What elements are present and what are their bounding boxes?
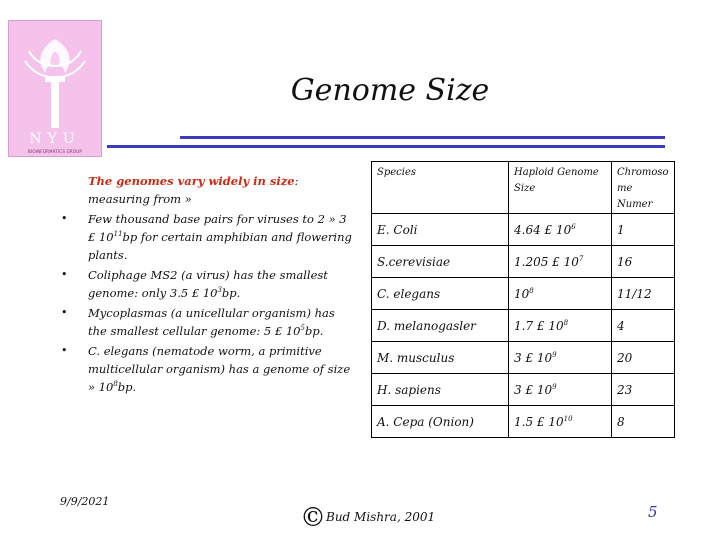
size-exponent: 9 (552, 382, 557, 391)
size-exponent: 10 (563, 414, 573, 423)
logo-caption: BIOINFORMATICS GROUP (28, 149, 82, 154)
species-cell: D. melanogasler (372, 310, 509, 342)
size-base: 1.205 £ 10 (514, 254, 579, 269)
table-row (372, 406, 675, 438)
slide-title: Genome Size (290, 73, 490, 108)
chromosome-cell: 23 (612, 374, 675, 406)
species-cell: E. Coli (372, 214, 509, 246)
chromosome-cell: 4 (612, 310, 675, 342)
bullet-text: C. elegans (88, 344, 149, 358)
size-base: 3 £ 10 (514, 382, 553, 397)
chromosome-cell: 8 (612, 406, 675, 438)
size-exponent: 8 (529, 286, 534, 295)
species-cell: C. elegans (372, 278, 509, 310)
size-exponent: 8 (563, 318, 569, 327)
title-rule-upper (180, 136, 665, 139)
genome-size-table (371, 161, 675, 438)
title-rule-lower (107, 145, 665, 148)
bullet-text: Coliphage MS2 (a virus) has the smallest genome: only 3.5 £ 10 (88, 268, 328, 300)
chromosome-cell: 16 (612, 246, 675, 278)
slide-title-wrap (0, 73, 720, 108)
size-exponent: 7 (578, 254, 584, 263)
bullet-text: Few thousand base pairs for viruses to 2 » 3 £ 10 (88, 212, 347, 244)
size-base: 1.5 £ 10 (514, 414, 564, 429)
page-number: 5 (648, 503, 658, 521)
size-cell (509, 310, 612, 342)
size-base: 10 (514, 286, 530, 301)
size-cell (509, 278, 612, 310)
bullet-icon: • (61, 306, 68, 319)
list-item (61, 304, 352, 340)
species-cell: A. Cepa (Onion) (372, 406, 509, 438)
size-cell (509, 374, 612, 406)
size-exponent: 6 (571, 222, 576, 231)
bullet-mid: (nematode worm, a primitive multicellular organism) has a genome of size » 10 (88, 344, 351, 394)
bullet-icon: • (61, 344, 68, 357)
lead-highlight: The genomes vary widely in size (88, 174, 295, 188)
bullet-icon: • (61, 268, 68, 281)
footer-copyright (300, 503, 435, 533)
chromosome-cell: 1 (612, 214, 675, 246)
list-item (61, 342, 352, 396)
size-cell (509, 406, 612, 438)
bullet-text: Mycoplasmas (a unicellular organism) has the smallest cellular genome: 5 £ 10 (88, 306, 335, 338)
table-row (372, 374, 675, 406)
bullet-tail: bp. (304, 324, 324, 338)
chromosome-cell: 20 (612, 342, 675, 374)
list-item (61, 266, 352, 302)
size-cell (509, 214, 612, 246)
bullet-list (61, 210, 352, 396)
header-species: Species (372, 162, 509, 214)
size-cell (509, 342, 612, 374)
size-base: 1.7 £ 10 (514, 318, 564, 333)
exponent: 11 (113, 230, 123, 239)
table-row (372, 342, 675, 374)
bullet-tail: bp. (117, 380, 137, 394)
lead-rest: : measuring from » (88, 174, 299, 206)
size-base: 4.64 £ 10 (514, 222, 572, 237)
bullet-icon: • (61, 212, 68, 225)
header-chromosome-number: Chromoso me Numer (612, 162, 675, 214)
header-genome-size: Haploid Genome Size (509, 162, 612, 214)
table-header-row (372, 162, 675, 214)
table-row (372, 278, 675, 310)
bullet-tail: bp for certain amphibian and flowering plants. (88, 230, 352, 262)
exponent: 8 (113, 380, 118, 389)
size-base: 3 £ 10 (514, 350, 553, 365)
table-row (372, 310, 675, 342)
table-row (372, 246, 675, 278)
svg-text:NYU: NYU (29, 131, 81, 147)
size-cell (509, 246, 612, 278)
table-row (372, 214, 675, 246)
species-cell: H. sapiens (372, 374, 509, 406)
body-text (61, 172, 352, 398)
footer-author: Bud Mishra, 2001 (326, 510, 436, 524)
footer-date: 9/9/2021 (60, 495, 110, 508)
species-cell: M. musculus (372, 342, 509, 374)
lead-paragraph (88, 172, 352, 208)
exponent: 3 (217, 286, 222, 295)
exponent: 5 (300, 324, 305, 333)
list-item (61, 210, 352, 264)
chromosome-cell: 11/12 (612, 278, 675, 310)
copyright-icon: © (300, 503, 326, 533)
bullet-tail: bp. (221, 286, 241, 300)
size-exponent: 9 (552, 350, 557, 359)
species-cell: S.cerevisiae (372, 246, 509, 278)
